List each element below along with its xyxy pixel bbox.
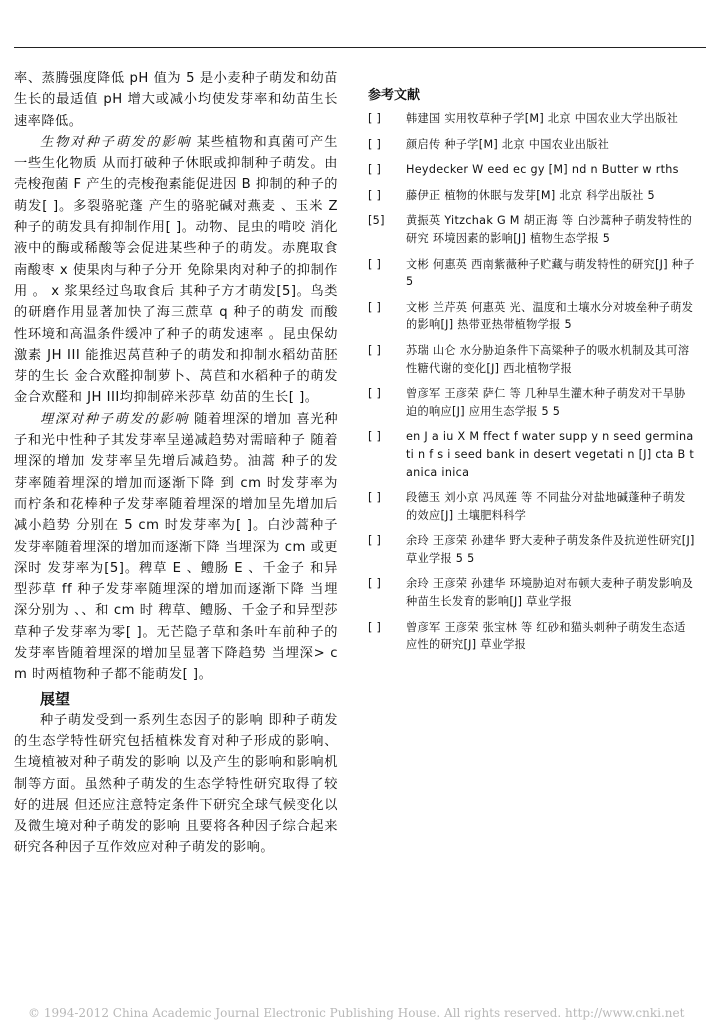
reference-number: [ ]	[368, 257, 382, 271]
reference-item	[368, 136, 696, 154]
reference-text: 余玲 王彦荣 孙建华 环境胁迫对布顿大麦种子萌发影响及种苗生长发育的影响[J] 草业学报	[406, 577, 694, 609]
reference-number: [ ]	[368, 577, 382, 591]
reference-text: 文彬 何惠英 西南紫薇种子贮藏与萌发特性的研究[J] 种子 5	[406, 257, 695, 289]
reference-item	[368, 489, 696, 524]
reference-number: [ ]	[368, 300, 382, 314]
reference-text: 文彬 兰芹英 何惠英 光、温度和土壤水分对坡垒种子萌发的影响[J] 热带亚热带植物学报 5	[406, 300, 694, 332]
body-paragraph	[14, 68, 338, 132]
reference-text: 黄振英 Yitzchak G M 胡正海 等 白沙蒿种子萌发特性的研究 环境因素的影响[J] 植物生态学报 5	[406, 214, 693, 245]
reference-number: [ ]	[368, 112, 382, 125]
reference-item	[368, 256, 696, 291]
reference-item	[368, 619, 696, 654]
header-rule	[14, 47, 706, 48]
reference-number: [ ]	[368, 430, 382, 444]
reference-text: Heydecker W eed ec gy [M] nd n Butter w rths	[406, 163, 679, 177]
reference-number: [ ]	[368, 620, 382, 634]
reference-item	[368, 212, 696, 247]
body-paragraph	[14, 132, 338, 409]
reference-text: 藤伊正 植物的休眠与发芽[M] 北京 科学出版社 5	[406, 188, 655, 202]
reference-number: [ ]	[368, 163, 382, 177]
paragraph-text: 率、蒸腾强度降低 pH 值为 5 是小麦种子萌发和幼苗生长的最适值 pH 增大或减小均使发芽率和幼苗生长速率降低。	[14, 71, 338, 129]
reference-item	[368, 161, 696, 179]
closing-paragraph: 种子萌发受到一系列生态因子的影响 即种子萌发的生态学特性研究包括植株发育对种子形成的影响、生境植被对种子萌发的影响 以及产生的影响和影响机制等方面。虽然种子萌发的生态学特性研究取得了较好的进展 但还应注意特定条件下研究全球气候变化以及微生境对种子萌发的影响 且要将各种因子综合起来 研究各种因子互作效应对种子萌发的影响。	[14, 712, 338, 856]
reference-text: 余玲 王彦荣 孙建华 野大麦种子萌发条件及抗逆性研究[J] 草业学报 5 5	[406, 534, 695, 565]
reference-item	[368, 385, 696, 420]
reference-number: [ ]	[368, 534, 382, 548]
paragraph-text: 某些植物和真菌可产生一些生化物质 从而打破种子休眠或抑制种子萌发。由壳梭孢菌 F 产生的壳梭孢素能促进因 B 抑制的种子的萌发[ ]。多裂骆驼蓬 产生的骆驼碱对燕麦 、玉米 Z 种子的萌发具有抑制作用[ ]。动物、昆虫的啃咬 消化液中的酶或稀酸等会促进某些种子的萌发。赤麂取食南酸枣 x 使果肉与种子分开 免除果肉对种子的抑制作用 。 x 浆果经过鸟取食后 其种子方才萌发[5]。鸟类的研磨作用显著加快了海三蔗草 q 种子的萌发 而酸性环境和高温条件缓冲了种子的萌发速率 。昆虫保幼激素 JH III 能推迟莴苣种子的萌发和抑制水稻幼苗胚芽的生长 金合欢醛抑制萝卜、莴苣和水稻种子的萌发 金合欢醛和 JH III均抑制碎米莎草 幼苗的生长[ ]。	[14, 134, 338, 406]
reference-number: [5]	[368, 214, 385, 228]
reference-number: [ ]	[368, 491, 382, 505]
reference-text: 曾彦军 王彦荣 萨仁 等 几种旱生灌木种子萌发对干旱胁迫的响应[J] 应用生态学报 5 5	[406, 387, 686, 418]
reference-text: 曾彦军 王彦荣 张宝林 等 红砂和猫头刺种子萌发生态适应性的研究[J] 草业学报	[406, 620, 686, 652]
references-list	[368, 110, 696, 654]
reference-item	[368, 428, 696, 481]
reference-item	[368, 342, 696, 377]
references-title: 参考文献	[368, 88, 421, 103]
section-heading: 展望	[40, 689, 71, 708]
reference-item	[368, 575, 696, 610]
reference-text: 苏瑞 山仑 水分胁迫条件下高粱种子的吸水机制及其可溶性糖代谢的变化[J] 西北植物学报	[406, 343, 690, 375]
reference-item	[368, 299, 696, 334]
reference-item	[368, 187, 696, 205]
reference-text: 颜启传 种子学[M] 北京 中国农业出版社	[406, 137, 610, 151]
reference-number: [ ]	[368, 137, 382, 151]
reference-text: 段德玉 刘小京 冯凤莲 等 不同盐分对盐地碱蓬种子萌发的效应[J] 土壤肥料科学	[406, 491, 686, 522]
reference-item	[368, 110, 696, 128]
body-paragraph	[14, 409, 338, 686]
reference-text: 韩建国 实用牧草种子学[M] 北京 中国农业大学出版社	[406, 112, 679, 125]
copyright-footer: © 1994-2012 China Academic Journal Electronic Publishing House. All rights reserved. http://www.cnki.net	[28, 1006, 685, 1020]
reference-item	[368, 532, 696, 567]
right-column	[368, 68, 696, 662]
reference-number: [ ]	[368, 343, 382, 357]
paragraph-text: 随着埋深的增加 喜光种子和光中性种子其发芽率呈递减趋势对需暗种子 随着埋深的增加 发芽率呈先增后减趋势。油蒿 种子的发芽率随着埋深的增加而逐渐下降 到 cm 时发芽率为 而柠条和花棒种子发芽率随着埋深的增加呈先增加后减小趋势 分别在 5 cm 时发芽率为[ ]。白沙蒿种子发芽率随着埋深的增加而逐渐下降 当埋深为 cm 或更深时 发芽率为[5]。稗草 E 、鳢肠 E 、千金子 和异型莎草 ff 种子发芽率随埋深的增加而逐渐下降 当埋深分别为 、、和 cm 时 稗草、鳢肠、千金子和异型莎草种子发芽率为零[ ]。无芒隐子草和条叶车前种子的发芽率皆随着埋深的增加呈显著下降趋势 当埋深> cm 时两植物种子都不能萌发[ ]。	[14, 411, 339, 683]
paragraph-lead-heading: 埋深对种子萌发的影响	[40, 411, 190, 427]
reference-text: en J a iu X M ffect f water supp y n seed germinati n f s i seed bank in desert vegetati n [J] cta B tanica inica	[406, 430, 695, 479]
reference-number: [ ]	[368, 387, 382, 401]
reference-number: [ ]	[368, 188, 382, 202]
paragraph-lead-heading: 生物对种子萌发的影响	[40, 134, 192, 150]
left-column	[14, 68, 338, 859]
